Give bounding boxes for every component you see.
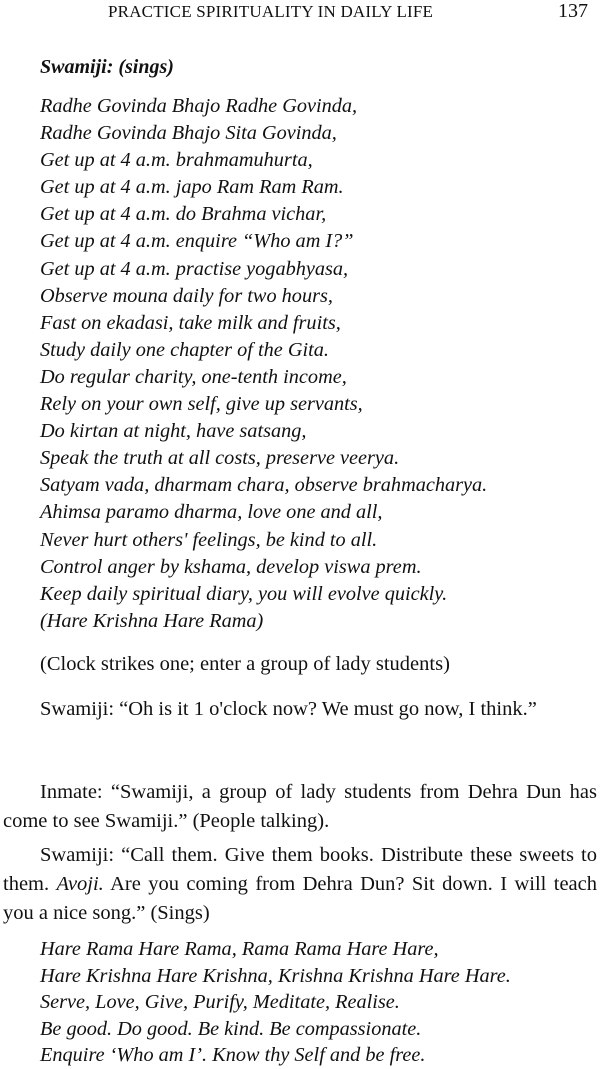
verse-line: Keep daily spiritual diary, you will evolve quickly.: [40, 582, 448, 605]
verse-line: Serve, Love, Give, Purify, Meditate, Realise.: [40, 991, 400, 1013]
verse-line: Rely on your own self, give up servants,: [40, 393, 363, 416]
dialogue-text: Are you coming from Dehra Dun? Sit down. I will teach you a nice song.” (Sings): [3, 873, 597, 924]
dialogue-text: Swamiji: “Call them. Give them books. Distribute these sweets to them.: [3, 844, 597, 895]
verse-line: Hare Rama Hare Rama, Rama Rama Hare Hare,: [40, 938, 439, 960]
song-verse-2: [40, 936, 596, 1069]
verse-line: Never hurt others' feelings, be kind to all.: [40, 528, 378, 551]
verse-line: Enquire ‘Who am I’. Know thy Self and be free.: [40, 1044, 426, 1066]
speaker-tag: Swamiji: (sings): [40, 56, 174, 78]
verse-line: Ahimsa paramo dharma, love one and all,: [40, 501, 383, 524]
verse-line: Get up at 4 a.m. practise yogabhyasa,: [40, 257, 349, 280]
verse-line: Get up at 4 a.m. do Brahma vichar,: [40, 203, 327, 226]
italic-word: Avoji.: [56, 873, 104, 895]
verse-line: Be good. Do good. Be kind. Be compassionate.: [40, 1017, 422, 1040]
verse-line: Radhe Govinda Bhajo Sita Govinda,: [40, 122, 337, 145]
song-verse-1: [40, 93, 596, 635]
verse-line: Do regular charity, one-tenth income,: [40, 365, 347, 388]
verse-line: Get up at 4 a.m. japo Ram Ram Ram.: [40, 176, 344, 199]
verse-line: Do kirtan at night, have satsang,: [40, 420, 307, 443]
verse-line: Observe mouna daily for two hours,: [40, 284, 333, 307]
verse-line: Speak the truth at all costs, preserve veerya.: [40, 447, 400, 470]
dialogue-paragraph: [3, 841, 597, 928]
running-head: PRACTICE SPIRITUALITY IN DAILY LIFE: [108, 2, 434, 21]
page-number: 137: [558, 0, 588, 22]
verse-line: Radhe Govinda Bhajo Radhe Govinda,: [40, 95, 358, 117]
dialogue-paragraph: Inmate: “Swamiji, a group of lady students from Dehra Dun has come to see Swamiji.” (People talking).: [3, 781, 597, 832]
verse-line: Control anger by kshama, develop viswa prem.: [40, 555, 422, 578]
verse-line: (Hare Krishna Hare Rama): [40, 609, 264, 632]
dialogue-paragraph: Swamiji: “Oh is it 1 o'clock now? We must go now, I think.”: [40, 698, 537, 720]
verse-line: Get up at 4 a.m. enquire “Who am I?”: [40, 230, 354, 253]
stage-direction: (Clock strikes one; enter a group of lady students): [40, 653, 450, 675]
verse-line: Satyam vada, dharmam chara, observe brahmacharya.: [40, 474, 488, 497]
verse-line: Fast on ekadasi, take milk and fruits,: [40, 311, 341, 334]
verse-line: Hare Krishna Hare Krishna, Krishna Krishna Hare Hare.: [40, 964, 511, 987]
verse-line: Study daily one chapter of the Gita.: [40, 338, 329, 361]
verse-line: Get up at 4 a.m. brahmamuhurta,: [40, 149, 313, 172]
